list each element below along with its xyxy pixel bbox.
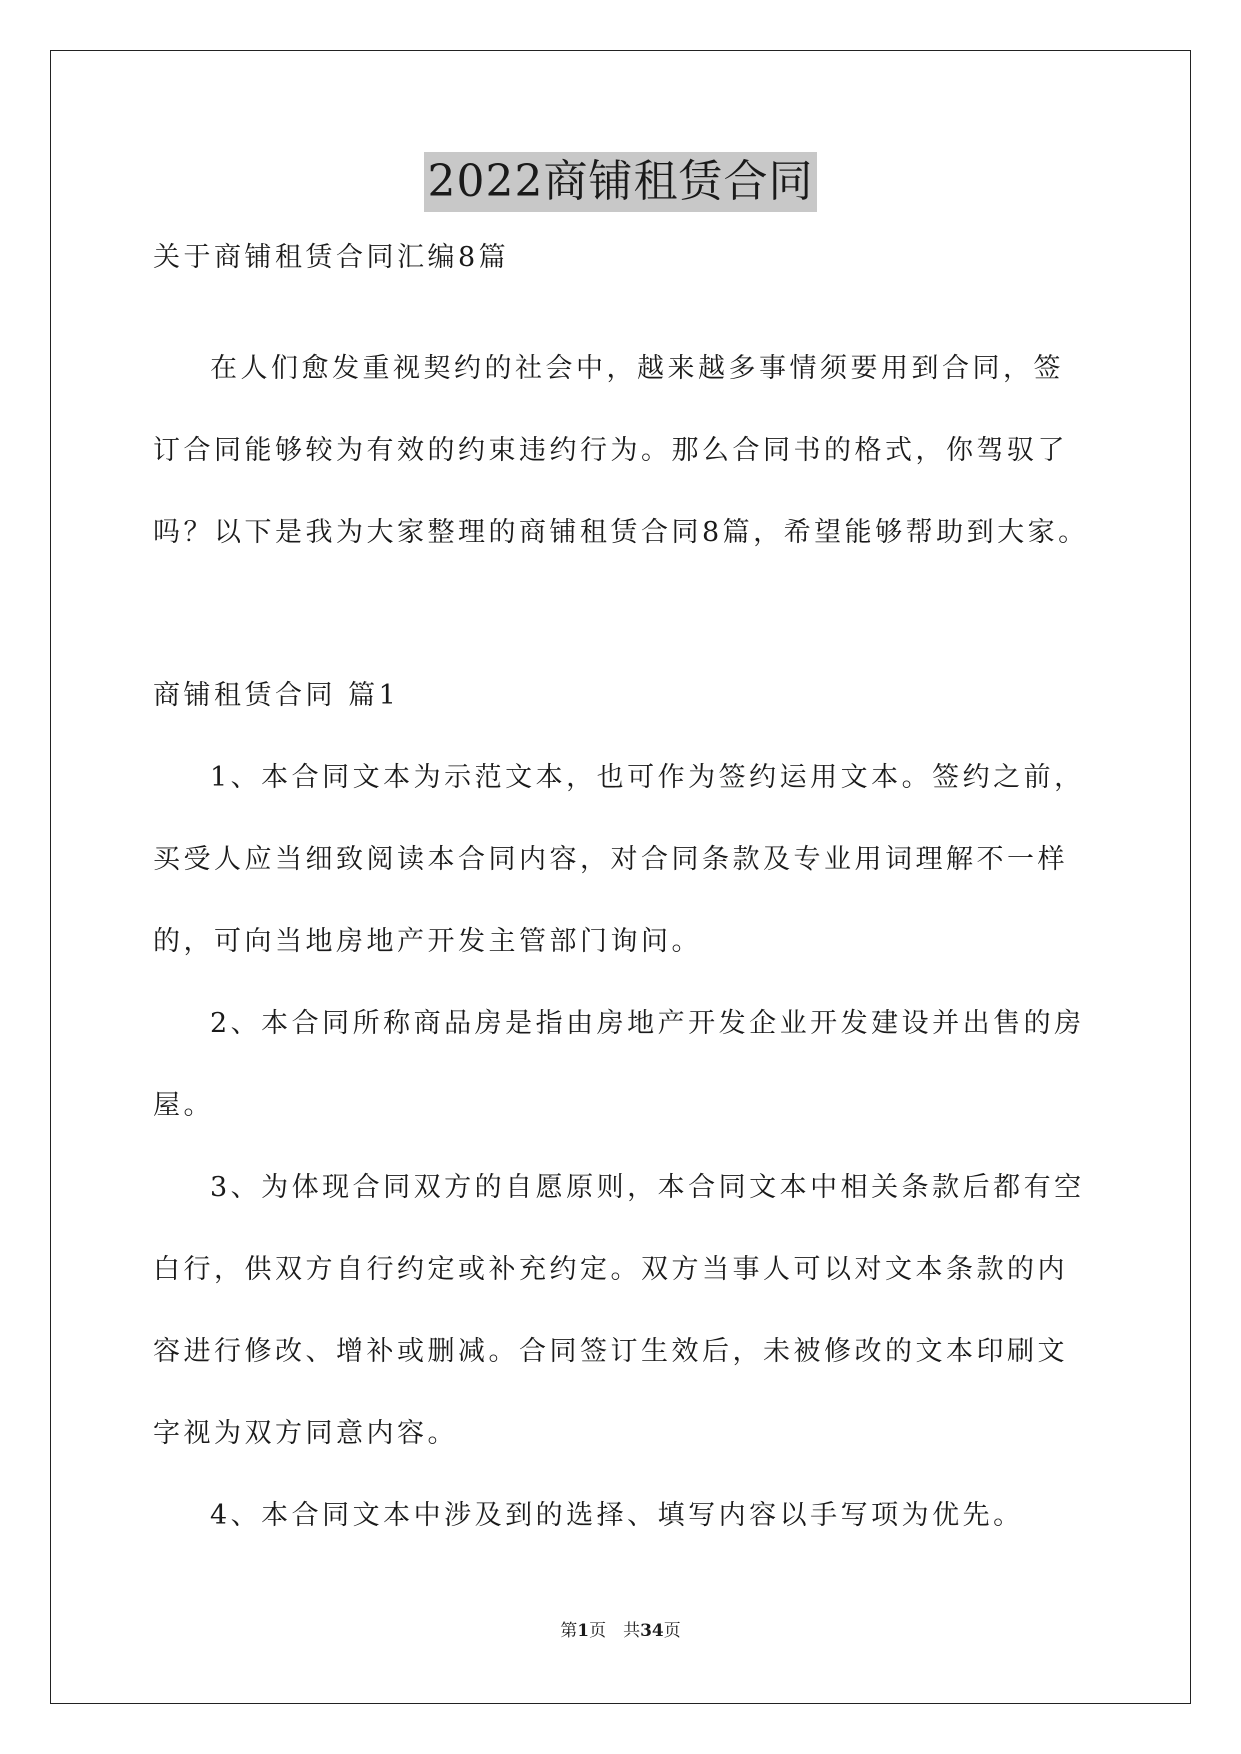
paragraph-line: 买受人应当细致阅读本合同内容，对合同条款及专业用词理解不一样	[153, 844, 1068, 875]
footer-suffix: 页	[663, 1621, 681, 1641]
title-container	[0, 152, 1241, 212]
paragraph-line: 1、本合同文本为示范文本，也可作为签约运用文本。签约之前，	[210, 762, 1085, 793]
paragraph-line: 的，可向当地房地产开发主管部门询问。	[153, 926, 702, 957]
footer-page-number: 1	[577, 1621, 590, 1641]
intro-line: 吗？以下是我为大家整理的商铺租赁合同8篇，希望能够帮助到大家。	[153, 517, 1089, 548]
subtitle: 关于商铺租赁合同汇编8篇	[153, 242, 510, 273]
footer-prefix: 第	[560, 1621, 578, 1641]
page-footer	[0, 1616, 1241, 1641]
paragraph-line: 3、为体现合同双方的自愿原则，本合同文本中相关条款后都有空	[210, 1172, 1085, 1203]
page-title: 2022商铺租赁合同	[424, 152, 818, 212]
footer-middle: 页 共	[589, 1621, 641, 1641]
intro-line: 在人们愈发重视契约的社会中，越来越多事情须要用到合同，签	[210, 353, 1064, 384]
section-heading: 商铺租赁合同 篇1	[153, 680, 400, 711]
paragraph-line: 容进行修改、增补或删减。合同签订生效后，未被修改的文本印刷文	[153, 1336, 1068, 1367]
intro-line: 订合同能够较为有效的约束违约行为。那么合同书的格式，你驾驭了	[153, 435, 1068, 466]
paragraph-line: 字视为双方同意内容。	[153, 1418, 458, 1449]
paragraph-line: 4、本合同文本中涉及到的选择、填写内容以手写项为优先。	[210, 1500, 1024, 1531]
paragraph-line: 屋。	[153, 1090, 214, 1121]
paragraph-line: 白行，供双方自行约定或补充约定。双方当事人可以对文本条款的内	[153, 1254, 1068, 1285]
paragraph-line: 2、本合同所称商品房是指由房地产开发企业开发建设并出售的房	[210, 1008, 1085, 1039]
footer-total-pages: 34	[640, 1621, 664, 1641]
